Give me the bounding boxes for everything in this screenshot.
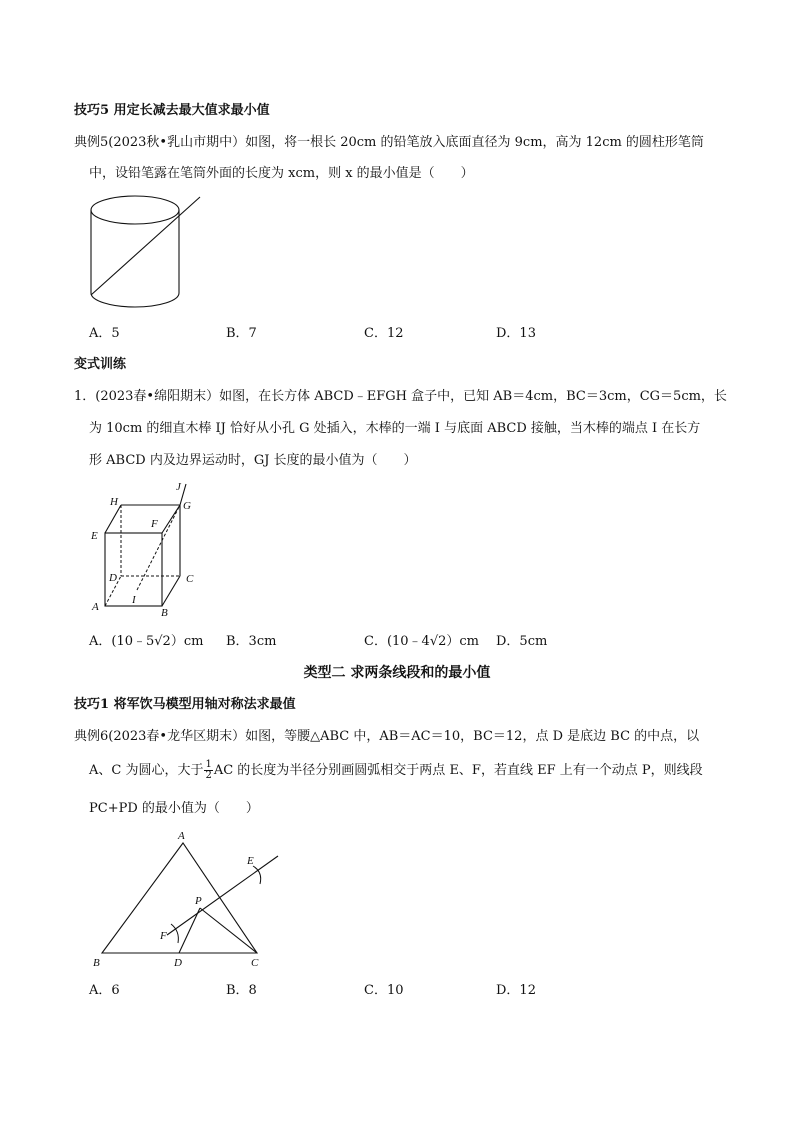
label-c: C	[186, 573, 194, 585]
label-d: D	[109, 572, 117, 584]
label-h: H	[110, 496, 118, 508]
label-c: C	[251, 957, 259, 969]
label-e: E	[91, 530, 98, 542]
triangle-figure	[85, 828, 295, 973]
cuboid-figure	[85, 478, 215, 623]
option-a: A．5	[89, 326, 120, 341]
label-a: A	[92, 601, 99, 613]
option-d: D．5cm	[496, 634, 548, 649]
section-heading-tip1: 技巧1 将军饮马模型用轴对称法求最值	[74, 697, 296, 712]
label-b: B	[93, 957, 100, 969]
example5-line1: 典例5(2023秋•乳山市期中）如图，将一根长 20cm 的铅笔放入底面直径为 9cm，高为 12cm 的圆柱形笔筒	[74, 135, 704, 150]
option-b: B．7	[226, 326, 257, 341]
option-a: A．(10﹣5√2）cm	[89, 634, 204, 649]
question1-line3: 形 ABCD 内及边界运动时，GJ 长度的最小值为（ ）	[89, 453, 417, 468]
option-c: C．12	[364, 326, 404, 341]
example6-line3: PC+PD 的最小值为（ ）	[89, 801, 259, 816]
option-c: C．(10﹣4√2）cm	[364, 634, 479, 649]
label-f: F	[151, 518, 158, 530]
label-f: F	[160, 930, 167, 942]
section-heading-tip5: 技巧5 用定长减去最大值求最小值	[74, 103, 270, 118]
label-p: P	[195, 895, 202, 907]
option-b: B．8	[226, 983, 257, 998]
fraction-one-half	[204, 760, 212, 781]
option-d: D．13	[496, 326, 536, 341]
option-b: B．3cm	[226, 634, 277, 649]
question1-line2: 为 10cm 的细直木棒 IJ 恰好从小孔 G 处插入，木棒的一端 I 与底面 ABCD 接触，当木棒的端点 I 在长方	[89, 421, 701, 436]
label-j: J	[176, 481, 181, 493]
fraction-denominator: 2	[205, 770, 212, 781]
example5-line2: 中，设铅笔露在笔筒外面的长度为 xcm，则 x 的最小值是（ ）	[89, 166, 474, 181]
label-a: A	[178, 830, 185, 842]
type-two-title: 类型二 求两条线段和的最小值	[303, 665, 491, 681]
question1-line1: 1．(2023春•绵阳期末）如图，在长方体 ABCD﹣EFGH 盒子中，已知 AB＝4cm，BC＝3cm，CG＝5cm，长	[74, 389, 727, 404]
option-a: A．6	[89, 983, 120, 998]
label-e: E	[247, 855, 254, 867]
example6-line2	[89, 760, 703, 781]
option-d: D．12	[496, 983, 536, 998]
label-g: G	[183, 500, 191, 512]
variant-training-heading: 变式训练	[74, 357, 127, 372]
label-i: I	[132, 594, 136, 606]
label-d: D	[174, 957, 182, 969]
fraction-numerator: 1	[205, 759, 212, 770]
cylinder-pencil-figure	[85, 185, 215, 315]
option-c: C．10	[364, 983, 404, 998]
example6-line2-start: A、C 为圆心，大于	[89, 763, 204, 778]
example6-line1: 典例6(2023春•龙华区期末）如图，等腰△ABC 中，AB＝AC＝10，BC＝12，点 D 是底边 BC 的中点，以	[74, 729, 700, 744]
label-b: B	[161, 607, 168, 619]
example6-line2-end: AC 的长度为半径分别画圆弧相交于两点 E、F，若直线 EF 上有一个动点 P，则线段	[213, 763, 703, 778]
